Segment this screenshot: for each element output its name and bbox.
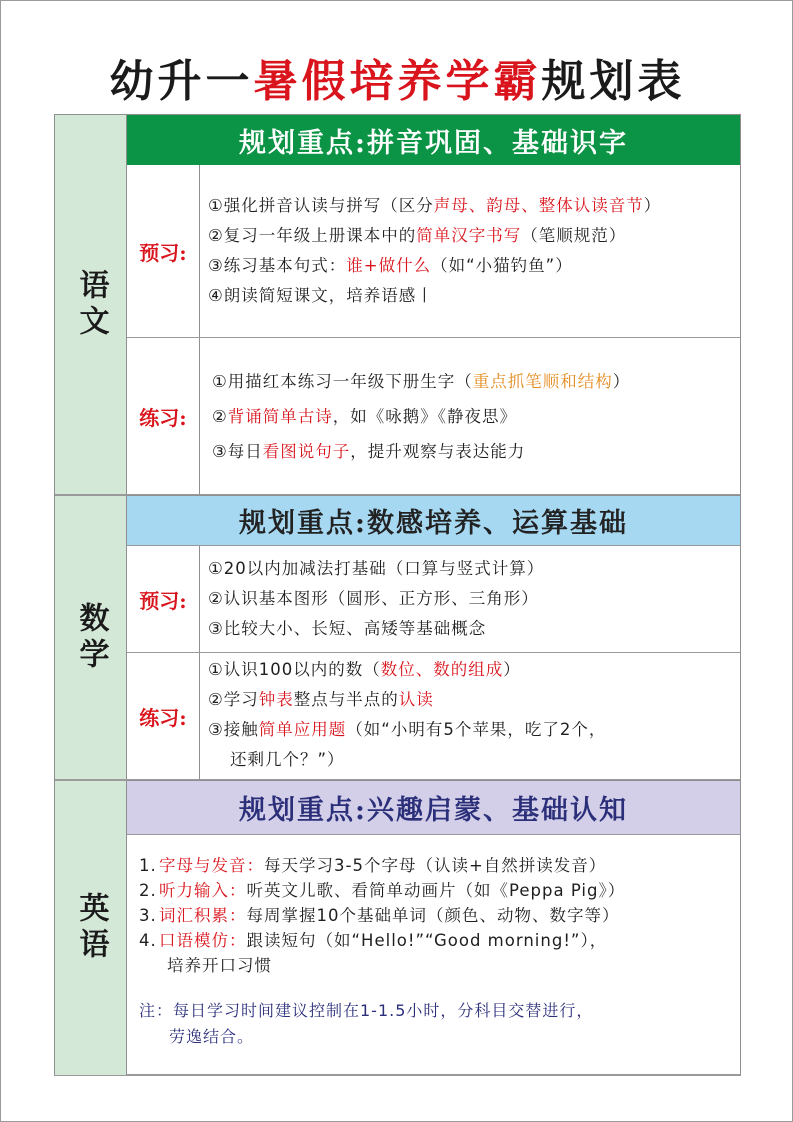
chinese-practice-label: 练习: [127, 338, 200, 494]
title-prefix: 幼升一 [109, 56, 254, 107]
title-suffix: 规划表 [541, 56, 686, 107]
list-item: ①强化拼音认读与拼写（区分声母、韵母、整体认读音节） [208, 196, 662, 215]
list-item: ③接触简单应用题（如“小明有5个苹果，吃了2个， [208, 720, 607, 739]
list-item: 4. 口语模仿：跟读短句（如“Hello!”“Good morning!”）， [139, 931, 608, 950]
list-item: ③每日看图说句子，提升观察与表达能力 [212, 441, 526, 461]
math-practice-row [127, 652, 740, 779]
list-item: ①用描红本练习一年级下册生字（重点抓笔顺和结构） [212, 371, 631, 391]
subject-cell-math [55, 495, 127, 780]
list-item: ①认识100以内的数（数位、数的组成） [208, 660, 521, 679]
chinese-preview-row [127, 165, 740, 337]
list-item: ②背诵简单古诗，如《咏鹅》《静夜思》 [212, 406, 518, 426]
math-practice-label: 练习: [127, 653, 200, 779]
subject-label-chinese: 语文 [73, 269, 109, 341]
english-focus-header: 规划重点:兴趣启蒙、基础认知 [127, 780, 740, 834]
list-item: ②认识基本图形（圆形、正方形、三角形） [208, 589, 539, 608]
list-item-continuation: 培养开口习惯 [167, 956, 272, 975]
chinese-practice-content [200, 338, 740, 494]
list-item: ④朗读简短课文，培养语感丨 [208, 286, 434, 305]
subject-label-english: 英语 [73, 891, 109, 964]
page-title [1, 51, 793, 113]
math-preview-label: 预习: [127, 546, 200, 652]
list-item: ③比较大小、长短、高矮等基础概念 [208, 619, 487, 638]
list-item-continuation: 还剩几个？”） [230, 750, 345, 769]
math-preview-row [127, 545, 740, 652]
list-item: ①20以内加减法打基础（口算与竖式计算） [208, 559, 545, 578]
subject-label-math: 数学 [73, 601, 109, 674]
list-item: ②复习一年级上册课本中的简单汉字书写（笔顺规范） [208, 226, 627, 245]
list-item: ③练习基本句式：谁+做什么（如“小猫钓鱼”） [208, 256, 573, 275]
math-practice-content [200, 653, 740, 779]
chinese-preview-label: 预习: [127, 165, 200, 337]
list-item: 1. 字母与发音：每天学习3-5个字母（认读+自然拼读发音） [139, 856, 607, 875]
math-preview-content [200, 546, 740, 652]
english-content [127, 834, 740, 1074]
plan-table [54, 114, 741, 1076]
list-item: ②学习钟表整点与半点的认读 [208, 690, 434, 709]
list-item: 2. 听力输入：听英文儿歌、看简单动画片（如《Peppa Pig》） [139, 881, 626, 900]
subject-cell-english [55, 780, 127, 1075]
title-highlight: 暑假培养学霸 [253, 56, 542, 107]
chinese-preview-content [200, 165, 740, 337]
note-line-1: 注：每日学习时间建议控制在1-1.5小时，分科目交替进行， [139, 1001, 594, 1020]
subject-cell-chinese [55, 115, 127, 495]
math-focus-header: 规划重点:数感培养、运算基础 [127, 495, 740, 545]
list-item: 3. 词汇积累：每周掌握10个基础单词（颜色、动物、数字等） [139, 906, 620, 925]
study-time-note [139, 998, 740, 1050]
note-line-2: 劳逸结合。 [169, 1027, 255, 1046]
chinese-practice-row [127, 337, 740, 494]
chinese-focus-header: 规划重点:拼音巩固、基础识字 [127, 115, 740, 165]
